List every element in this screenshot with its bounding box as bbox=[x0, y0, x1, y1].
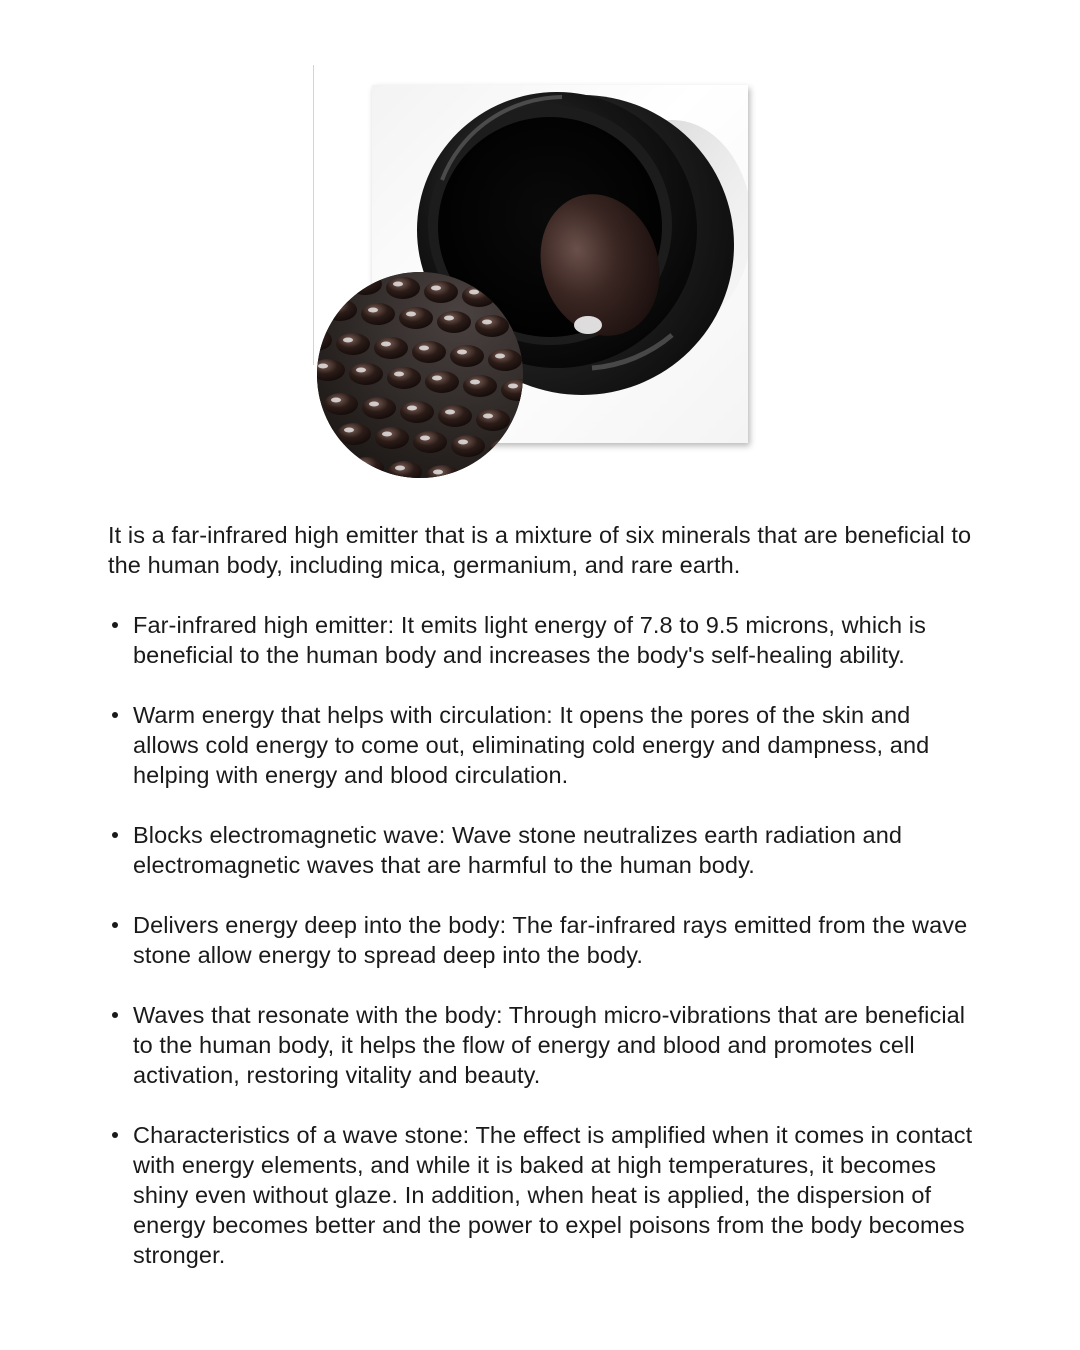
stone-bead bbox=[437, 311, 471, 333]
bead-highlight bbox=[381, 342, 391, 347]
bead-highlight bbox=[482, 320, 492, 325]
bead-highlight bbox=[343, 338, 353, 343]
stone-bead bbox=[362, 397, 396, 419]
bead-highlight bbox=[406, 312, 416, 317]
stone-bead bbox=[349, 363, 383, 385]
stone-bead bbox=[424, 281, 458, 303]
bead-highlight bbox=[407, 406, 417, 411]
bead-highlight bbox=[483, 414, 493, 419]
stone-bead bbox=[350, 457, 384, 478]
bead-highlight bbox=[382, 432, 392, 437]
bead-highlight bbox=[433, 470, 443, 475]
bead-highlight bbox=[495, 354, 505, 359]
stone-bead bbox=[375, 427, 409, 449]
stone-bead bbox=[412, 341, 446, 363]
bead-highlight bbox=[368, 308, 378, 313]
bead-highlight bbox=[394, 372, 404, 377]
bead-highlight bbox=[330, 304, 340, 309]
product-description bbox=[108, 520, 978, 1300]
stone-bead bbox=[317, 272, 344, 291]
bead-highlight bbox=[444, 316, 454, 321]
stone-bead bbox=[337, 423, 371, 445]
bead-highlight bbox=[445, 410, 455, 415]
bead-highlight bbox=[319, 458, 329, 463]
intro-paragraph: It is a far-infrared high emitter that is a mixture of six minerals that are beneficial to the human body, including mica, germanium, and rare earth. bbox=[108, 522, 972, 578]
stone-bead bbox=[464, 469, 498, 478]
stone-bead bbox=[324, 393, 358, 415]
bead-highlight bbox=[458, 440, 468, 445]
stone-bead bbox=[399, 307, 433, 329]
bead-highlight bbox=[357, 462, 367, 467]
stone-bead bbox=[476, 409, 510, 431]
bead-highlight bbox=[317, 274, 327, 279]
stone-bead bbox=[400, 401, 434, 423]
bead-highlight bbox=[508, 384, 518, 389]
stone-bead bbox=[451, 435, 485, 457]
bead-highlight bbox=[419, 346, 429, 351]
stone-beads-image bbox=[317, 272, 523, 478]
stone-bead bbox=[374, 337, 408, 359]
bead-highlight bbox=[355, 278, 365, 283]
feature-item: Blocks electromagnetic wave: Wave stone neutralizes earth radiation and electromagnetic waves that are harmful to the human body. bbox=[133, 820, 978, 880]
bead-highlight bbox=[356, 368, 366, 373]
stone-bead bbox=[386, 277, 420, 299]
bead-highlight bbox=[471, 474, 481, 479]
feature-item: Warm energy that helps with circulation: It opens the pores of the skin and allows cold energy to come out, eliminating cold energy and dampness, and helping with energy and blood circulation. bbox=[133, 700, 978, 790]
bead-highlight bbox=[395, 466, 405, 471]
bead-highlight bbox=[331, 398, 341, 403]
bead-highlight bbox=[420, 436, 430, 441]
stone-bead bbox=[317, 453, 346, 475]
stone-bead bbox=[438, 405, 472, 427]
feature-item: Far-infrared high emitter: It emits light energy of 7.8 to 9.5 microns, which is beneficial to the human body and increases the body's self-healing ability. bbox=[133, 610, 978, 670]
bead-highlight bbox=[393, 282, 403, 287]
feature-list bbox=[108, 610, 978, 1270]
divider-line bbox=[313, 65, 314, 365]
bead-highlight bbox=[432, 376, 442, 381]
bead-highlight bbox=[369, 402, 379, 407]
stone-bead bbox=[336, 333, 370, 355]
stone-bead bbox=[475, 315, 509, 337]
stone-bead bbox=[450, 345, 484, 367]
bead-highlight bbox=[469, 290, 479, 295]
feature-item: Waves that resonate with the body: Through micro-vibrations that are beneficial to the human body, it helps the flow of energy and blood and promotes cell activation, restoring vitality and beauty. bbox=[133, 1000, 978, 1090]
stone-bead bbox=[387, 367, 421, 389]
bead-highlight bbox=[457, 350, 467, 355]
product-illustration bbox=[310, 62, 760, 487]
stone-bead bbox=[361, 303, 395, 325]
feature-item: Characteristics of a wave stone: The effect is amplified when it comes in contact with energy elements, and while it is baked at high temperatures, it becomes shiny even without glaze. In addition, when heat is applied, the dispersion of energy becomes better and the power to expel poisons from the body becomes stronger. bbox=[133, 1120, 978, 1270]
stone-bead bbox=[425, 371, 459, 393]
bead-highlight bbox=[431, 286, 441, 291]
bead-highlight bbox=[496, 444, 506, 449]
stone-bead bbox=[463, 375, 497, 397]
bead-highlight bbox=[318, 364, 328, 369]
stone-bead bbox=[488, 349, 522, 371]
stone-bead bbox=[413, 431, 447, 453]
bead-highlight bbox=[470, 380, 480, 385]
stone-bead bbox=[323, 299, 357, 321]
feature-item: Delivers energy deep into the body: The far-infrared rays emitted from the wave stone allow energy to spread deep into the body. bbox=[133, 910, 978, 970]
bead-highlight bbox=[344, 428, 354, 433]
stone-beads-closeup bbox=[317, 272, 523, 478]
